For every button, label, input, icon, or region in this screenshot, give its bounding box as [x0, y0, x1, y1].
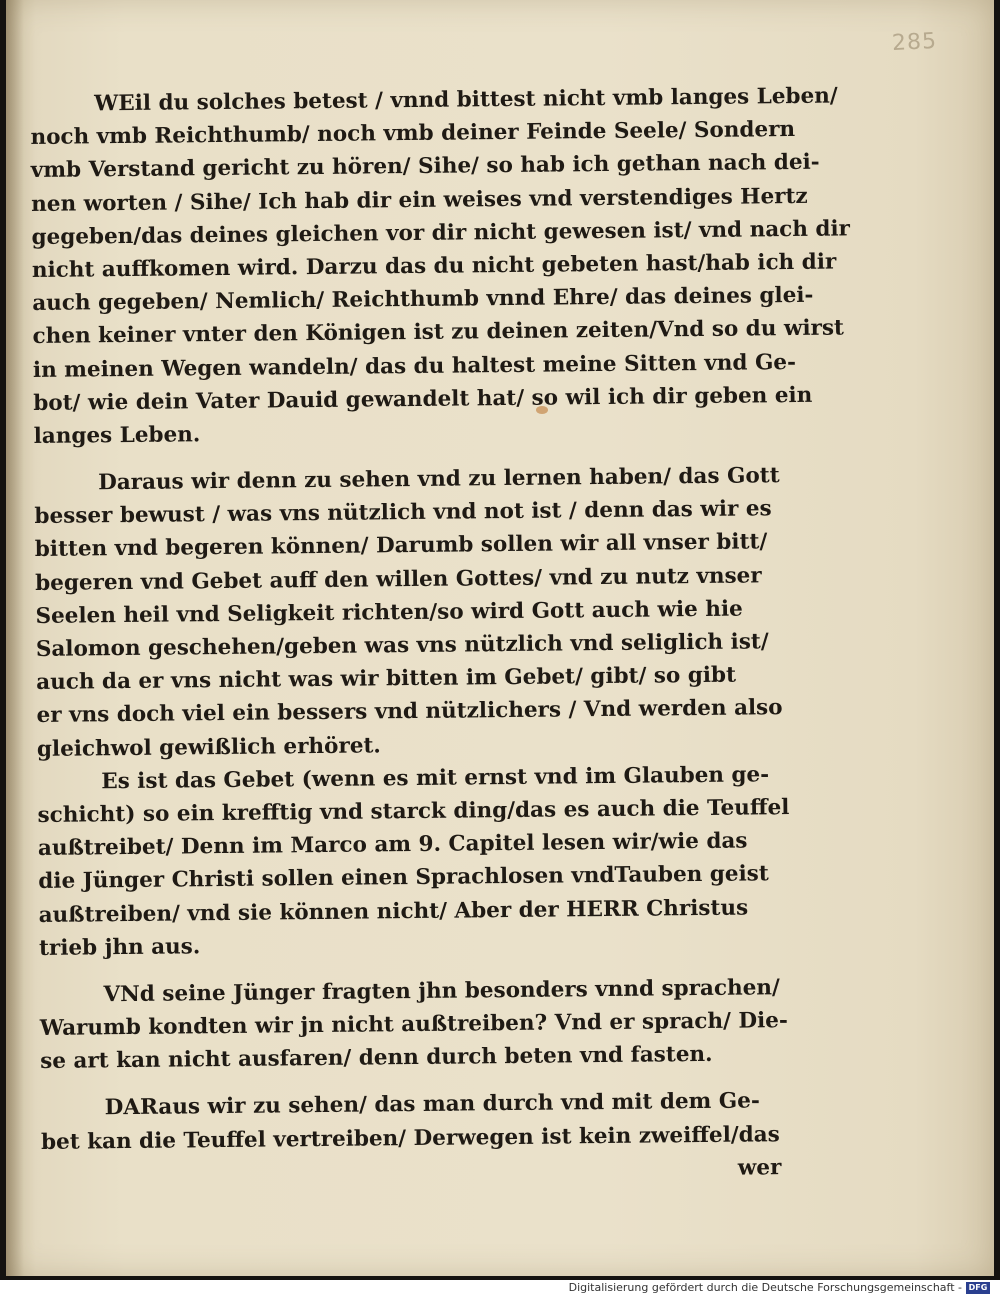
- text-line: auch da er vns nicht was wir bitten im Gebet/ gibt/ so gibt: [36, 662, 737, 696]
- text-line: Salomon geschehen/geben was vns nützlich vnd seliglich ist/: [35, 629, 769, 662]
- text-line: noch vmb Reichthumb/ noch vmb deiner Feinde Seele/ Sondern: [30, 117, 796, 151]
- text-line: Es ist das Gebet (wenn es mit ernst vnd im Glauben ge-: [101, 762, 770, 795]
- text-line: gegeben/das deines gleichen vor dir nicht gewesen ist/ vnd nach dir: [31, 216, 851, 250]
- text-line: vmb Verstand gericht zu hören/ Sihe/ so hab ich gethan nach dei-: [30, 150, 820, 184]
- text-line: langes Leben.: [33, 422, 201, 449]
- text-line: er vns doch viel ein bessers vnd nützlichers / Vnd werden also: [36, 695, 783, 729]
- funding-credit: Digitalisierung gefördert durch die Deutsche Forschungsgemeinschaft -: [568, 1281, 962, 1294]
- text-line: nicht auffkomen wird. Darzu das du nicht gebeten hast/hab ich dir: [31, 249, 837, 283]
- text-line: bet kan die Teuffel vertreiben/ Derwegen ist kein zweiffel/das: [40, 1121, 780, 1155]
- text-line: bot/ wie dein Vater Dauid gewandelt hat/ so wil ich dir geben ein: [33, 382, 813, 416]
- text-line: chen keiner vnter den Königen ist zu deinen zeiten/Vnd so du wirst: [32, 315, 845, 350]
- footer-bar: [0, 1280, 1000, 1297]
- text-line: DARaus wir zu sehen/ das man durch vnd mit dem Ge-: [104, 1088, 760, 1121]
- text-line: außtreiben/ vnd sie können nicht/ Aber der HERR Christus: [38, 895, 749, 928]
- text-line: Seelen heil vnd Seligkeit richten/so wird Gott auch wie hie: [35, 596, 743, 629]
- text-line: außtreibet/ Denn im Marco am 9. Capitel lesen wir/wie das: [37, 828, 748, 862]
- text-line: VNd seine Jünger fragten jhn besonders vnnd sprachen/: [103, 975, 780, 1008]
- page-binding-edge: [6, 0, 24, 1276]
- text-line: se art kan nicht ausfaren/ denn durch beten vnd fasten.: [40, 1042, 713, 1075]
- text-line: nen worten / Sihe/ Ich hab dir ein weises vnd verstendiges Hertz: [31, 183, 808, 217]
- text-line: besser bewust / was vns nützlich vnd not ist / denn das wir es: [34, 496, 772, 530]
- text-line: in meinen Wegen wandeln/ das du haltest meine Sitten vnd Ge-: [32, 349, 797, 383]
- text-block: [30, 80, 851, 1192]
- text-line: die Jünger Christi sollen einen Sprachlosen vndTauben geist: [38, 861, 769, 895]
- text-line: schicht) so ein krefftig vnd starck ding/das es auch die Teuffel: [37, 795, 790, 828]
- text-line: begeren vnd Gebet auff den willen Gottes/ vnd zu nutz vnser: [35, 562, 762, 596]
- dfg-logo-icon: DFG: [966, 1282, 990, 1294]
- text-line: bitten vnd begeren können/ Darumb sollen wir all vnser bitt/: [34, 529, 768, 563]
- catchword: wer: [737, 1155, 782, 1181]
- text-line: trieb jhn aus.: [38, 933, 201, 961]
- text-line: WEil du solches betest / vnnd bittest nicht vmb langes Leben/: [94, 83, 838, 117]
- page-number: 285: [891, 28, 938, 57]
- text-line: Daraus wir denn zu sehen vnd zu lernen haben/ das Gott: [98, 463, 780, 496]
- text-line: auch gegeben/ Nemlich/ Reichthumb vnnd Ehre/ das deines glei-: [32, 282, 814, 317]
- text-line: Warumb kondten wir jn nicht außtreiben? Vnd er sprach/ Die-: [39, 1008, 788, 1042]
- text-line: gleichwol gewißlich erhöret.: [36, 732, 381, 762]
